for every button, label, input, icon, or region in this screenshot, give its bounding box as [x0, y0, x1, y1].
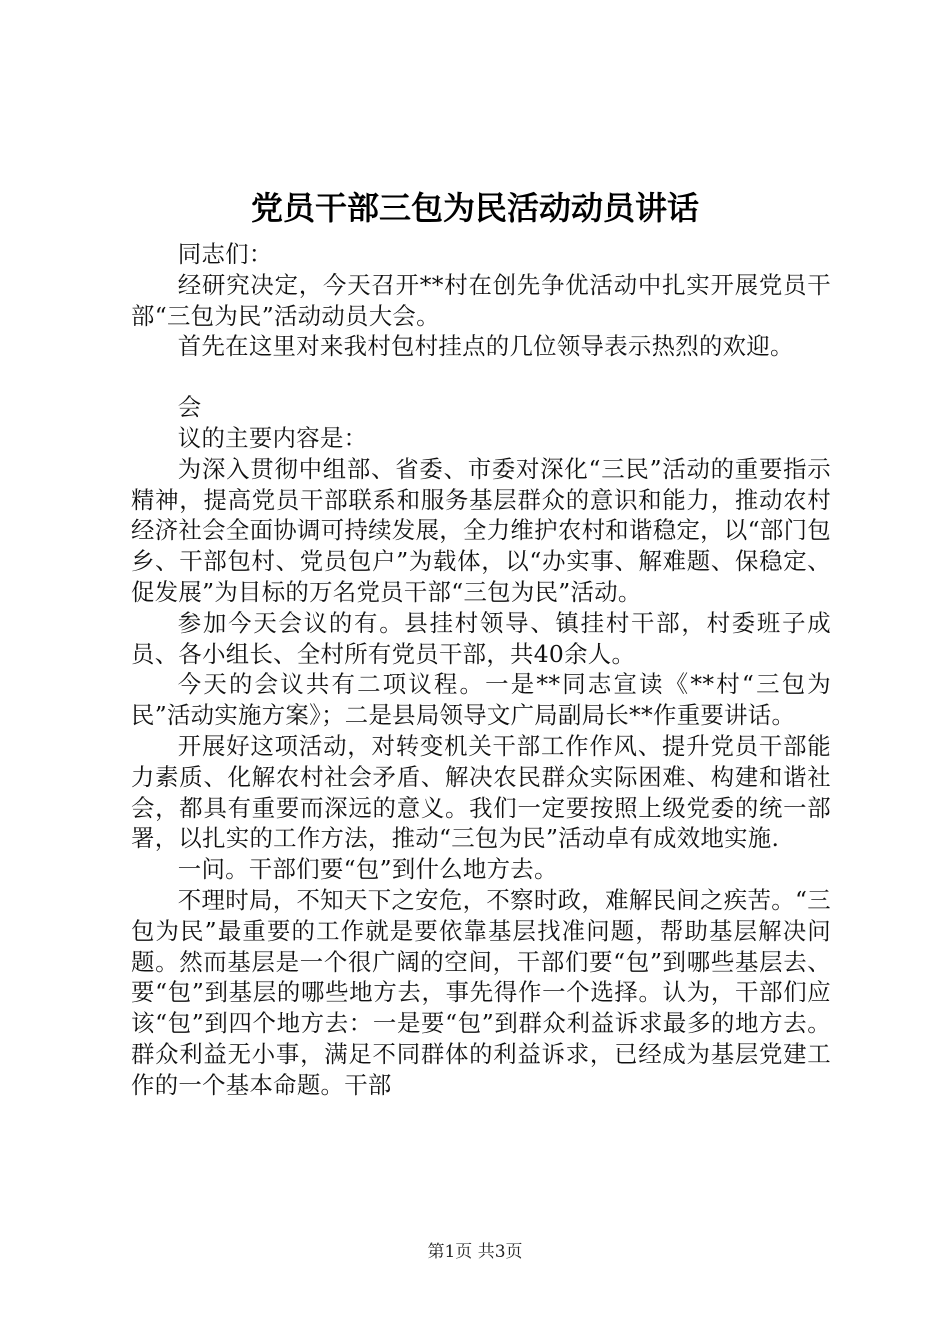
- paragraph: 开展好这项活动，对转变机关干部工作作风、提升党员干部能力素质、化解农村社会矛盾、解决农民群众实际困难、构建和谐社会，都具有重要而深远的意义。我们一定要按照上级党委的统一部署，以扎实的工作方法，推动“三包为民”活动卓有成效地实施.: [131, 731, 831, 853]
- paragraph: 今天的会议共有二项议程。一是**同志宣读《**村“三包为民”活动实施方案》；二是县局领导文广局副局长**作重要讲话。: [131, 670, 831, 730]
- document-title: 党员干部三包为民活动动员讲话: [250, 189, 699, 227]
- paragraph: 经研究决定，今天召开**村在创先争优活动中扎实开展党员干部“三包为民”活动动员大会。: [131, 270, 831, 330]
- paragraph: 议的主要内容是：: [177, 423, 368, 452]
- paragraph: 首先在这里对来我村包村挂点的几位领导表示热烈的欢迎。: [177, 332, 794, 361]
- page-number-footer: 第1页 共3页: [427, 1242, 523, 1262]
- paragraph: 不理时局，不知天下之安危，不察时政，难解民间之疾苦。“三包为民”最重要的工作就是要依靠基层找准问题，帮助基层解决问题。然而基层是一个很广阔的空间，干部们要“包”到哪些基层去、要“包”到基层的哪些地方去，事先得作一个选择。认为，干部们应该“包”到四个地方去：一是要“包”到群众利益诉求最多的地方去。群众利益无小事，满足不同群体的利益诉求，已经成为基层党建工作的一个基本命题。干部: [131, 885, 831, 1099]
- paragraph: 参加今天会议的有。县挂村领导、镇挂村干部，村委班子成员、各小组长、全村所有党员干部，共40余人。: [131, 608, 831, 668]
- paragraph: 同志们：: [177, 240, 273, 268]
- document-body: [131, 239, 831, 1101]
- paragraph: 一问。干部们要“包”到什么地方去。: [177, 855, 558, 884]
- paragraph: 会: [177, 393, 202, 422]
- paragraph: 为深入贯彻中组部、省委、市委对深化“三民”活动的重要指示精神，提高党员干部联系和服务基层群众的意识和能力，推动农村经济社会全面协调可持续发展，全力维护农村和谐稳定，以“部门包乡、干部包村、党员包户”为载体，以“办实事、解难题、保稳定、促发展”为目标的万名党员干部“三包为民”活动。: [131, 454, 831, 606]
